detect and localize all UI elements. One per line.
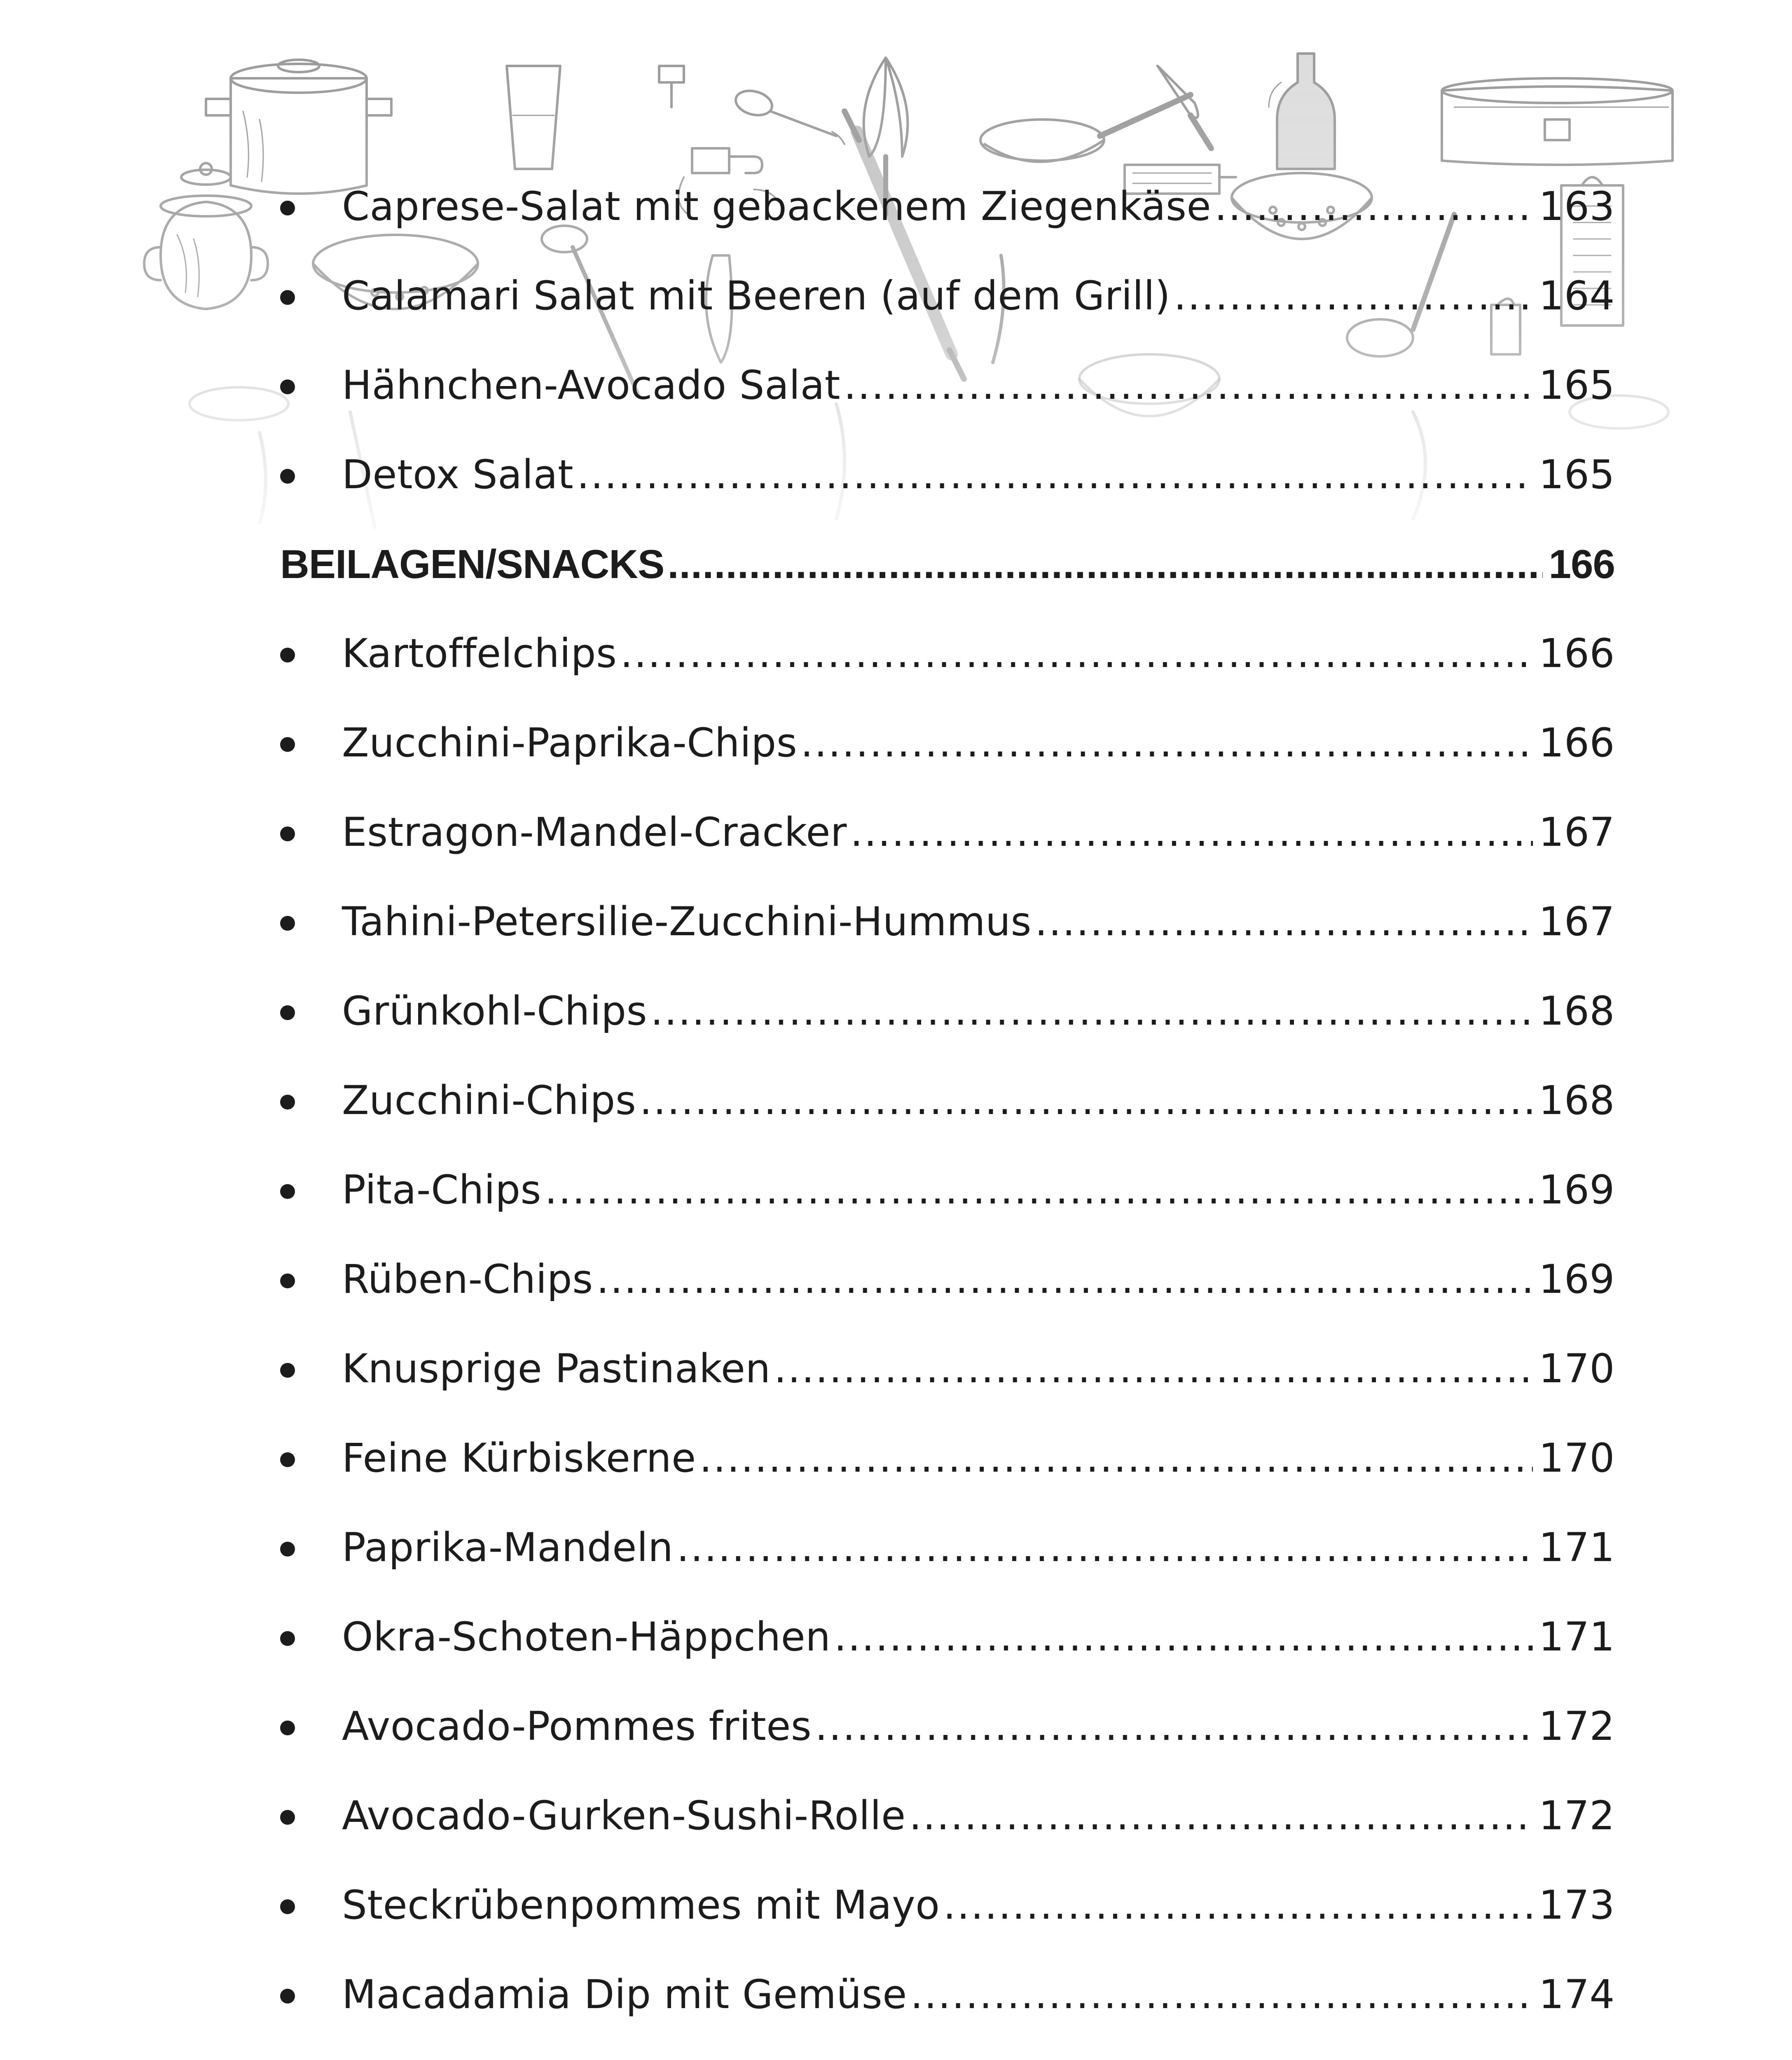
bullet-icon — [280, 340, 342, 430]
bullet-icon — [280, 1503, 342, 1592]
bullet-dot — [280, 469, 295, 484]
toc-entry[interactable] — [280, 1324, 1615, 1413]
toc-entry-title: Kartoffelchips — [342, 630, 617, 677]
toc-page-number: 171 — [1539, 1613, 1615, 1660]
bullet-dot — [280, 737, 295, 752]
springform-pan-icon — [1442, 78, 1673, 165]
bullet-dot — [280, 1721, 295, 1735]
toc-entry[interactable] — [280, 698, 1615, 787]
dot-leader — [1035, 902, 1533, 941]
toc-page-number: 174 — [1539, 1971, 1615, 2018]
spoon-icon — [733, 87, 845, 144]
bullet-icon — [280, 1860, 342, 1950]
toc-entry-title: Avocado-Gurken-Sushi-Rolle — [342, 1792, 906, 1839]
bullet-icon — [280, 1771, 342, 1860]
dot-leader — [1214, 187, 1533, 226]
toc-entry-title: Avocado-Pommes frites — [342, 1703, 812, 1749]
dot-leader — [620, 634, 1533, 673]
toc-entry[interactable] — [280, 966, 1615, 1056]
toc-entry[interactable] — [280, 430, 1615, 519]
toc-entry[interactable] — [280, 1592, 1615, 1681]
toc-entry-title: Hähnchen-Avocado Salat — [342, 362, 841, 408]
toc-entry-title: Paprika-Mandeln — [342, 1524, 674, 1571]
bullet-icon — [280, 1056, 342, 1145]
bullet-dot — [280, 1542, 295, 1557]
dot-leader — [577, 455, 1533, 494]
toc-entry-title: Okra-Schoten-Häppchen — [342, 1613, 831, 1660]
toc-page-number: 170 — [1539, 1345, 1615, 1392]
toc-entry-title: Estragon-Mandel-Cracker — [342, 809, 847, 855]
toc-entry[interactable] — [280, 1234, 1615, 1324]
bullet-dot — [280, 290, 295, 305]
bullet-dot — [280, 1899, 295, 1914]
dot-leader — [650, 991, 1533, 1031]
dot-leader — [1174, 276, 1533, 316]
dot-leader — [844, 365, 1533, 405]
bullet-icon — [280, 1413, 342, 1503]
toc-entry[interactable] — [280, 1056, 1615, 1145]
dot-leader — [834, 1617, 1533, 1657]
toc-entry-title: Steckrübenpommes mit Mayo — [342, 1882, 940, 1928]
toc-entry-title: BEILAGEN/SNACKS — [280, 541, 664, 587]
toc-entry[interactable] — [280, 609, 1615, 698]
dot-leader — [800, 723, 1533, 763]
toc-page-number: 164 — [1539, 272, 1615, 319]
bullet-icon — [280, 698, 342, 787]
toc-entry-title: Rüben-Chips — [342, 1256, 593, 1302]
bullet-dot — [280, 1989, 295, 2004]
toc-entry-title: Macadamia Dip mit Gemüse — [342, 1971, 907, 2018]
bullet-dot — [280, 826, 295, 841]
toc-entry[interactable] — [280, 1681, 1615, 1771]
toc-entry-title: Caprese-Salat mit gebackenem Ziegenkäse — [342, 183, 1212, 229]
toc-entry[interactable] — [280, 251, 1615, 340]
toc-entry-title: Calamari Salat mit Beeren (auf dem Grill) — [342, 272, 1171, 319]
bullet-dot — [280, 1452, 295, 1467]
toc-entry[interactable] — [280, 1860, 1615, 1950]
toc-entry-title: Grünkohl-Chips — [342, 988, 648, 1034]
bullet-dot — [280, 648, 295, 662]
dot-leader — [545, 1170, 1533, 1210]
bullet-icon — [280, 162, 342, 251]
toc-page-number: 167 — [1539, 809, 1615, 855]
toc-section-heading[interactable] — [280, 519, 1615, 609]
toc-entry-title: Tahini-Petersilie-Zucchini-Hummus — [342, 898, 1032, 945]
frying-pan-icon — [980, 95, 1191, 162]
bullet-icon — [280, 877, 342, 966]
toc-entry-title: Pita-Chips — [342, 1166, 542, 1213]
bullet-dot — [280, 1005, 295, 1020]
toc-page-number: 165 — [1539, 362, 1615, 408]
toc-entry[interactable] — [280, 340, 1615, 430]
bullet-dot — [280, 1273, 295, 1288]
toc-entry[interactable] — [280, 1771, 1615, 1860]
bullet-dot — [280, 1095, 295, 1110]
toc-entry-title: Feine Kürbiskerne — [342, 1435, 696, 1481]
sugar-bowl-icon — [144, 163, 268, 309]
bullet-icon — [280, 1681, 342, 1771]
table-of-contents — [280, 162, 1615, 2060]
bullet-icon — [280, 251, 342, 340]
bullet-dot — [280, 379, 295, 394]
bullet-icon — [280, 966, 342, 1056]
toc-entry[interactable] — [280, 1503, 1615, 1592]
toc-page-number: 170 — [1539, 1435, 1615, 1481]
toc-page-number: 168 — [1539, 1077, 1615, 1124]
toc-page-number: 168 — [1539, 988, 1615, 1034]
dot-leader — [815, 1707, 1533, 1746]
toc-entry[interactable] — [280, 1145, 1615, 1234]
dot-leader — [699, 1438, 1533, 1478]
bullet-icon — [280, 1592, 342, 1681]
dot-leader — [676, 1528, 1533, 1567]
toc-page-number: 166 — [1539, 719, 1615, 766]
bullet-icon — [280, 1324, 342, 1413]
toc-entry-title: Zucchini-Paprika-Chips — [342, 719, 798, 766]
dot-leader — [943, 1885, 1533, 1925]
toc-entry[interactable] — [280, 1950, 1615, 2039]
bullet-dot — [280, 201, 295, 215]
toc-page-number: 163 — [1539, 183, 1615, 229]
toc-page-number: 171 — [1539, 1524, 1615, 1571]
bullet-icon — [280, 2039, 342, 2060]
bullet-dot — [280, 1631, 295, 1646]
bullet-icon — [280, 430, 342, 519]
bullet-dot — [280, 1363, 295, 1378]
toc-entry[interactable] — [280, 2039, 1615, 2060]
toc-entry[interactable] — [280, 877, 1615, 966]
bullet-icon — [280, 787, 342, 877]
bullet-icon — [280, 1145, 342, 1234]
toc-page-number: 172 — [1539, 1703, 1615, 1749]
bottle-icon — [1269, 54, 1335, 169]
dot-leader — [597, 1259, 1533, 1299]
toc-page-number: 169 — [1539, 1166, 1615, 1213]
dot-leader — [909, 1796, 1533, 1835]
toc-page-number: 167 — [1539, 898, 1615, 945]
toc-page-number: 166 — [1539, 630, 1615, 677]
toc-entry-title: Knusprige Pastinaken — [342, 1345, 771, 1392]
dot-leader — [910, 1975, 1533, 2014]
drinking-glass-icon — [507, 66, 560, 169]
toc-entry[interactable] — [280, 787, 1615, 877]
toc-page-number: 169 — [1539, 1256, 1615, 1302]
toc-entry-title: Detox Salat — [342, 451, 574, 498]
toc-entry-title: Zucchini-Chips — [342, 1077, 636, 1124]
toc-page-number: 166 — [1549, 541, 1615, 587]
bullet-dot — [280, 916, 295, 931]
dot-leader — [774, 1349, 1533, 1388]
toc-page-number: 165 — [1539, 451, 1615, 498]
bullet-icon — [280, 1950, 342, 2039]
knife-icon — [1158, 66, 1211, 148]
toc-page-number: 173 — [1539, 1882, 1615, 1928]
bullet-icon — [280, 1234, 342, 1324]
toc-page-number: 172 — [1539, 1792, 1615, 1839]
toc-entry[interactable] — [280, 162, 1615, 251]
dot-leader — [639, 1081, 1533, 1120]
dot-leader — [850, 812, 1533, 852]
toc-entry[interactable] — [280, 1413, 1615, 1503]
bullet-dot — [280, 1810, 295, 1825]
bullet-dot — [280, 1184, 295, 1199]
bullet-icon — [280, 609, 342, 698]
dot-leader — [667, 544, 1543, 584]
